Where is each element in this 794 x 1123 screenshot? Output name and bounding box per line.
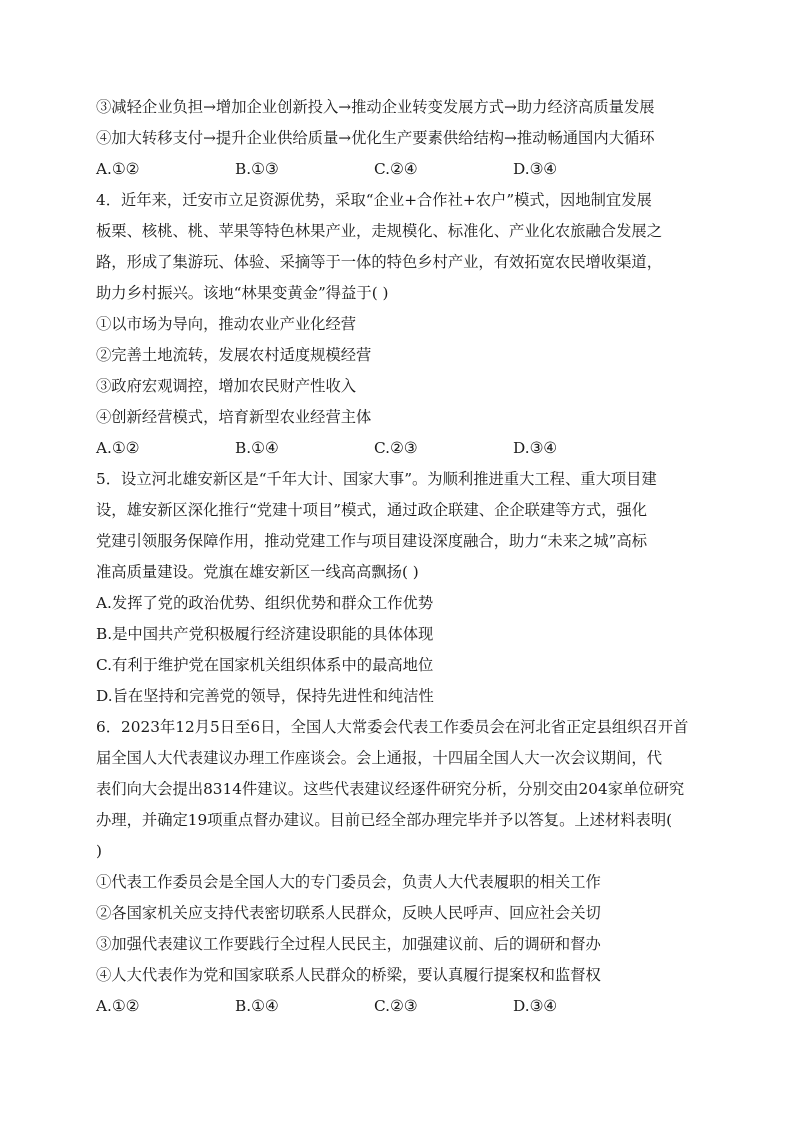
- q5-option-d[interactable]: D.旨在坚持和完善党的领导，保持先进性和纯洁性: [96, 687, 434, 705]
- q5-option-b[interactable]: B.是中国共产党积极履行经济建设职能的具体体现: [96, 625, 434, 643]
- q6-item-1: ①代表工作委员会是全国人大的专门委员会，负责人大代表履职的相关工作: [96, 873, 601, 891]
- question-3: [96, 92, 698, 185]
- question-6: [96, 712, 698, 1022]
- q4-stem-line: 路，形成了集游玩、体验、采摘等于一体的特色乡村产业，有效拓宽农民增收渠道，: [96, 253, 662, 271]
- q4-option-b[interactable]: B.①④: [235, 439, 279, 457]
- q6-item-2: ②各国家机关应支持代表密切联系人民群众，反映人民呼声、回应社会关切: [96, 904, 601, 922]
- q4-options: [96, 433, 698, 464]
- q5-stem-line: 党建引领服务保障作用，推动党建工作与项目建设深度融合，助力“未来之城”高标: [96, 532, 648, 550]
- q6-item-4: ④人大代表作为党和国家联系人民群众的桥梁，要认真履行提案权和监督权: [96, 966, 601, 984]
- q3-option-b[interactable]: B.①③: [235, 160, 279, 178]
- q4-item-3: ③政府宏观调控，增加农民财产性收入: [96, 377, 357, 395]
- q6-stem-line: 表们向大会提出8314件建议。这些代表建议经逐件研究分析，分别交由204家单位研究: [96, 780, 685, 798]
- q4-option-c[interactable]: C.②③: [374, 439, 418, 457]
- q6-stem-line: 6．2023年12月5日至6日，全国人大常委会代表工作委员会在河北省正定县组织召开首: [96, 718, 689, 736]
- q5-option-a[interactable]: A.发挥了党的政治优势、组织优势和群众工作优势: [96, 594, 434, 612]
- q6-option-b[interactable]: B.①④: [235, 997, 279, 1015]
- q6-item-3: ③加强代表建议工作要践行全过程人民民主，加强建议前、后的调研和督办: [96, 935, 601, 953]
- q6-stem-line: 办理，并确定19项重点督办建议。目前已经全部办理完毕并予以答复。上述材料表明(: [96, 811, 673, 829]
- q4-option-a[interactable]: A.①②: [96, 439, 140, 457]
- q5-option-c[interactable]: C.有利于维护党在国家机关组织体系中的最高地位: [96, 656, 434, 674]
- q4-stem-line: 助力乡村振兴。该地“林果变黄金”得益于( ): [96, 284, 389, 302]
- q4-stem-line: 板栗、核桃、桃、苹果等特色林果产业，走规模化、标准化、产业化农旅融合发展之: [96, 222, 662, 240]
- q5-stem-line: 设，雄安新区深化推行“党建十项目”模式，通过政企联建、企企联建等方式，强化: [96, 501, 648, 519]
- q4-stem-line: 4．近年来，迁安市立足资源优势，采取“企业+合作社+农户”模式，因地制宜发展: [96, 191, 652, 209]
- q3-option-c[interactable]: C.②④: [374, 160, 418, 178]
- q3-option-a[interactable]: A.①②: [96, 160, 140, 178]
- q4-item-1: ①以市场为导向，推动农业产业化经营: [96, 315, 357, 333]
- q3-options: [96, 154, 698, 185]
- q6-stem-line: 届全国人大代表建议办理工作座谈会。会上通报，十四届全国人大一次会议期间，代: [96, 749, 662, 767]
- q5-stem-line: 准高质量建设。党旗在雄安新区一线高高飘扬( ): [96, 563, 419, 581]
- q3-item-3: ③减轻企业负担→增加企业创新投入→推动企业转变发展方式→助力经济高质量发展: [96, 98, 655, 116]
- q6-option-d[interactable]: D.③④: [513, 997, 558, 1015]
- question-4: [96, 185, 698, 464]
- q5-stem-line: 5．设立河北雄安新区是“千年大计、国家大事”。为顺利推进重大工程、重大项目建: [96, 470, 657, 488]
- q3-item-4: ④加大转移支付→提升企业供给质量→优化生产要素供给结构→推动畅通国内大循环: [96, 129, 655, 147]
- q6-option-a[interactable]: A.①②: [96, 997, 140, 1015]
- q4-item-2: ②完善土地流转，发展农村适度规模经营: [96, 346, 372, 364]
- q4-option-d[interactable]: D.③④: [513, 439, 558, 457]
- q6-option-c[interactable]: C.②③: [374, 997, 418, 1015]
- q3-option-d[interactable]: D.③④: [513, 160, 558, 178]
- q6-stem-line: ): [96, 842, 102, 860]
- question-5: [96, 464, 698, 712]
- q4-item-4: ④创新经营模式，培育新型农业经营主体: [96, 408, 372, 426]
- q6-options: [96, 991, 698, 1022]
